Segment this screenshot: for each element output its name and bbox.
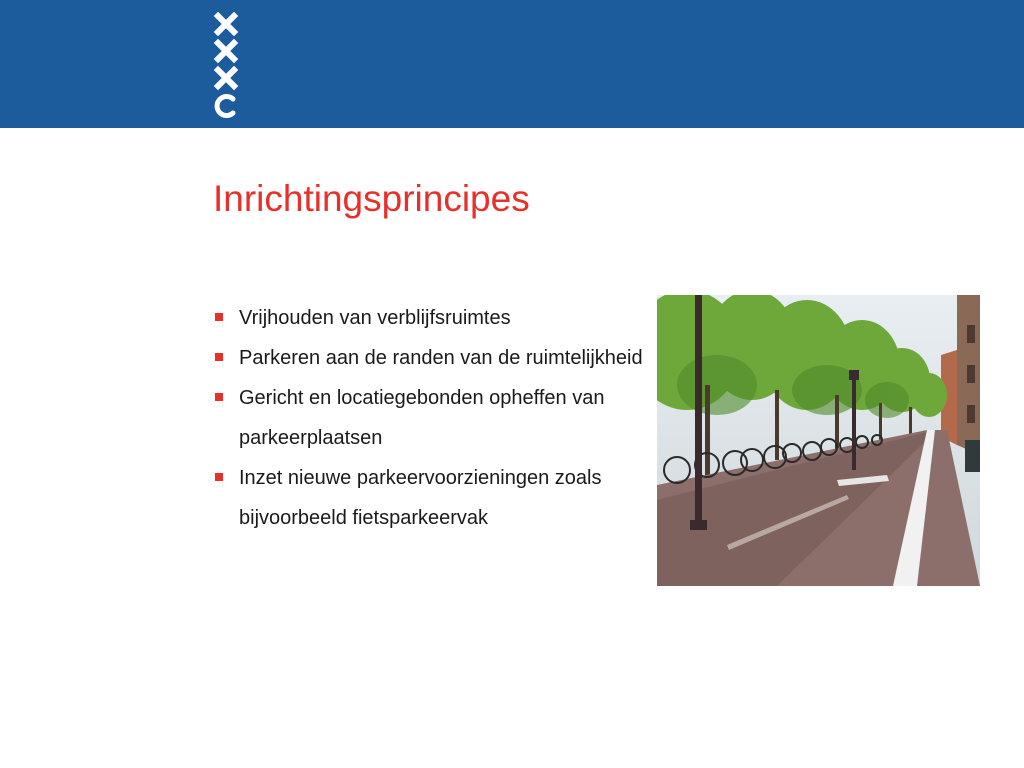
slide-title: Inrichtingsprincipes xyxy=(213,178,530,219)
bullet-square-icon xyxy=(215,353,223,361)
bullet-square-icon xyxy=(215,313,223,321)
bullet-item xyxy=(213,298,653,338)
bullet-text: Parkeren aan de randen van de ruimtelijkheid xyxy=(239,347,643,369)
bullet-item xyxy=(213,458,653,538)
bullet-text: Gericht en locatiegebonden opheffen van parkeerplaatsen xyxy=(239,387,605,449)
bullet-square-icon xyxy=(215,473,223,481)
amsterdam-xxx-logo-icon xyxy=(212,12,240,120)
street-bicycles-photo xyxy=(657,295,980,586)
bullet-item xyxy=(213,338,653,378)
bullet-text: Vrijhouden van verblijfsruimtes xyxy=(239,307,511,329)
bullet-list xyxy=(213,298,653,538)
street-with-parked-bicycles-image xyxy=(657,295,980,586)
bullet-text: Inzet nieuwe parkeervoorzieningen zoals bijvoorbeeld fietsparkeervak xyxy=(239,467,602,529)
bullet-item xyxy=(213,378,653,458)
bullet-square-icon xyxy=(215,393,223,401)
header-bar xyxy=(0,0,1024,128)
